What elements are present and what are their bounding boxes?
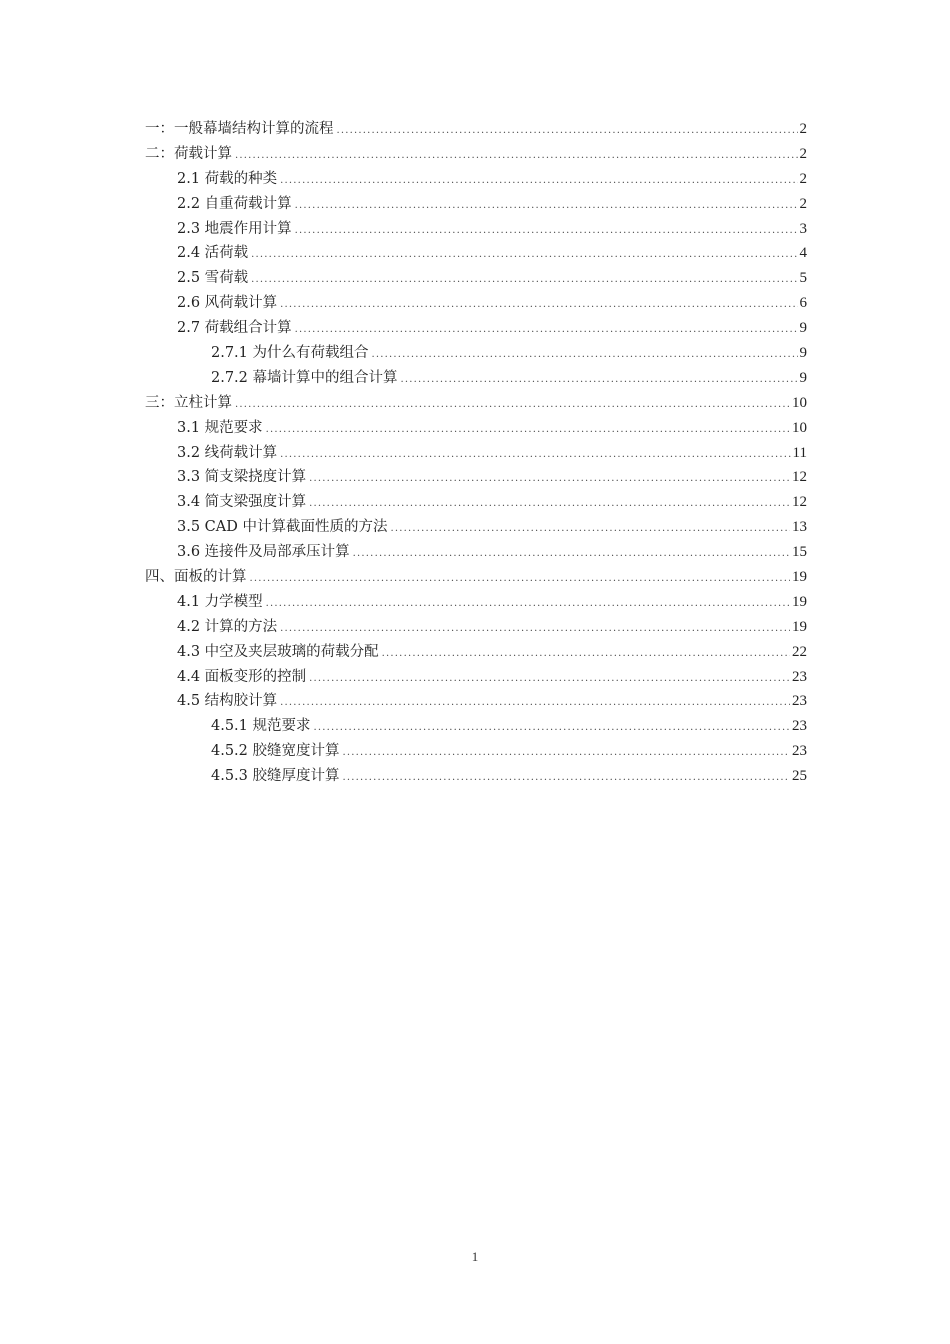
toc-entry-title: 4.5 结构胶计算 xyxy=(177,693,278,710)
toc-dot-leader xyxy=(251,243,797,268)
toc-dot-leader xyxy=(235,144,798,169)
toc-entry[interactable] xyxy=(145,465,807,490)
toc-entry-page: 23 xyxy=(792,693,807,710)
toc-entry[interactable] xyxy=(145,316,807,341)
toc-entry[interactable] xyxy=(145,241,807,266)
toc-entry-title: 2.7 荷载组合计算 xyxy=(177,320,292,337)
toc-entry-title: 3.4 简支梁强度计算 xyxy=(177,494,307,511)
toc-entry-page: 10 xyxy=(792,419,807,436)
toc-entry-page: 19 xyxy=(792,618,807,635)
toc-dot-leader xyxy=(390,517,790,542)
toc-entry[interactable] xyxy=(145,689,807,714)
toc-dot-leader xyxy=(309,492,790,517)
toc-entry-title: 4.2 计算的方法 xyxy=(177,618,278,635)
toc-entry-title: 4.5.2 胶缝宽度计算 xyxy=(211,743,340,760)
toc-entry[interactable] xyxy=(145,416,807,441)
toc-entry[interactable] xyxy=(145,714,807,739)
toc-dot-leader xyxy=(343,741,790,766)
toc-entry-page: 25 xyxy=(792,768,807,785)
toc-dot-leader xyxy=(295,194,798,219)
toc-entry-title: 2.5 雪荷载 xyxy=(177,270,249,287)
toc-dot-leader xyxy=(280,169,797,194)
toc-entry-title: 4.1 力学模型 xyxy=(177,593,263,610)
toc-entry-title: 2.6 风荷载计算 xyxy=(177,295,278,312)
toc-entry[interactable] xyxy=(145,640,807,665)
toc-entry[interactable] xyxy=(145,217,807,242)
toc-dot-leader xyxy=(343,766,790,791)
toc-entry-page: 11 xyxy=(792,444,807,461)
toc-entry-page: 9 xyxy=(799,369,807,386)
toc-entry[interactable] xyxy=(145,764,807,789)
toc-dot-leader xyxy=(401,368,798,393)
toc-dot-leader xyxy=(353,542,790,567)
toc-entry[interactable] xyxy=(145,192,807,217)
toc-dot-leader xyxy=(280,691,790,716)
toc-entry-page: 9 xyxy=(799,345,807,362)
toc-entry-title: 3.2 线荷载计算 xyxy=(177,444,278,461)
toc-entry-page: 19 xyxy=(792,593,807,610)
toc-entry-page: 22 xyxy=(792,643,807,660)
table-of-contents xyxy=(145,117,807,789)
toc-dot-leader xyxy=(280,443,790,468)
toc-entry[interactable] xyxy=(145,515,807,540)
toc-dot-leader xyxy=(266,592,790,617)
toc-entry-title: 4.3 中空及夹层玻璃的荷载分配 xyxy=(177,643,379,660)
toc-entry-title: 2.4 活荷载 xyxy=(177,245,249,262)
toc-entry-page: 5 xyxy=(799,270,807,287)
toc-dot-leader xyxy=(309,467,790,492)
toc-entry[interactable] xyxy=(145,615,807,640)
toc-entry-title: 3.3 简支梁挠度计算 xyxy=(177,469,307,486)
toc-entry[interactable] xyxy=(145,391,807,416)
toc-dot-leader xyxy=(314,716,790,741)
toc-entry-title: 2.7.2 幕墙计算中的组合计算 xyxy=(211,369,398,386)
toc-entry-page: 19 xyxy=(792,569,807,586)
toc-entry-page: 10 xyxy=(792,394,807,411)
toc-entry-page: 12 xyxy=(792,494,807,511)
toc-dot-leader xyxy=(250,567,791,592)
toc-entry[interactable] xyxy=(145,739,807,764)
toc-entry-title: 4.4 面板变形的控制 xyxy=(177,668,307,685)
toc-entry[interactable] xyxy=(145,665,807,690)
toc-entry-title: 2.1 荷载的种类 xyxy=(177,170,278,187)
toc-entry[interactable] xyxy=(145,167,807,192)
toc-dot-leader xyxy=(251,268,797,293)
toc-entry-page: 23 xyxy=(792,668,807,685)
toc-entry[interactable] xyxy=(145,490,807,515)
toc-dot-leader xyxy=(295,318,798,343)
toc-entry[interactable] xyxy=(145,266,807,291)
toc-entry-page: 23 xyxy=(792,743,807,760)
toc-entry-page: 12 xyxy=(792,469,807,486)
toc-entry-title: 3.1 规范要求 xyxy=(177,419,263,436)
toc-entry-page: 2 xyxy=(799,195,807,212)
toc-entry-page: 3 xyxy=(799,220,807,237)
toc-entry-title: 四、面板的计算 xyxy=(145,569,247,586)
toc-entry-page: 2 xyxy=(799,145,807,162)
toc-entry-page: 9 xyxy=(799,320,807,337)
toc-entry[interactable] xyxy=(145,341,807,366)
toc-dot-leader xyxy=(382,642,790,667)
toc-entry-page: 15 xyxy=(792,544,807,561)
toc-entry-page: 13 xyxy=(792,519,807,536)
toc-entry-title: 4.5.1 规范要求 xyxy=(211,718,311,735)
toc-entry[interactable] xyxy=(145,441,807,466)
toc-entry-title: 3.6 连接件及局部承压计算 xyxy=(177,544,350,561)
toc-dot-leader xyxy=(235,393,790,418)
page-number: 1 xyxy=(471,1249,479,1264)
toc-entry-page: 4 xyxy=(799,245,807,262)
toc-entry[interactable] xyxy=(145,540,807,565)
toc-entry-title: 三：立柱计算 xyxy=(145,394,232,411)
toc-dot-leader xyxy=(266,418,790,443)
toc-dot-leader xyxy=(280,617,790,642)
toc-entry-page: 2 xyxy=(799,170,807,187)
toc-entry-title: 2.7.1 为什么有荷载组合 xyxy=(211,345,369,362)
toc-list xyxy=(145,117,807,789)
toc-entry-title: 二：荷载计算 xyxy=(145,145,232,162)
toc-entry-title: 2.3 地震作用计算 xyxy=(177,220,292,237)
toc-entry[interactable] xyxy=(145,142,807,167)
toc-entry[interactable] xyxy=(145,117,807,142)
toc-entry-title: 一：一般幕墙结构计算的流程 xyxy=(145,121,334,137)
toc-entry-page: 6 xyxy=(799,295,807,312)
toc-entry-page: 2 xyxy=(799,121,807,137)
toc-entry[interactable] xyxy=(145,590,807,615)
toc-dot-leader xyxy=(295,219,798,244)
toc-entry-title: 3.5 CAD 中计算截面性质的方法 xyxy=(177,519,388,536)
toc-dot-leader xyxy=(280,293,797,318)
toc-entry[interactable] xyxy=(145,565,807,590)
toc-entry-page: 23 xyxy=(792,718,807,735)
toc-dot-leader xyxy=(372,343,798,368)
toc-entry[interactable] xyxy=(145,366,807,391)
toc-dot-leader xyxy=(337,119,798,144)
toc-entry-title: 2.2 自重荷载计算 xyxy=(177,195,292,212)
toc-entry[interactable] xyxy=(145,291,807,316)
toc-dot-leader xyxy=(309,667,790,692)
toc-entry-title: 4.5.3 胶缝厚度计算 xyxy=(211,768,340,785)
